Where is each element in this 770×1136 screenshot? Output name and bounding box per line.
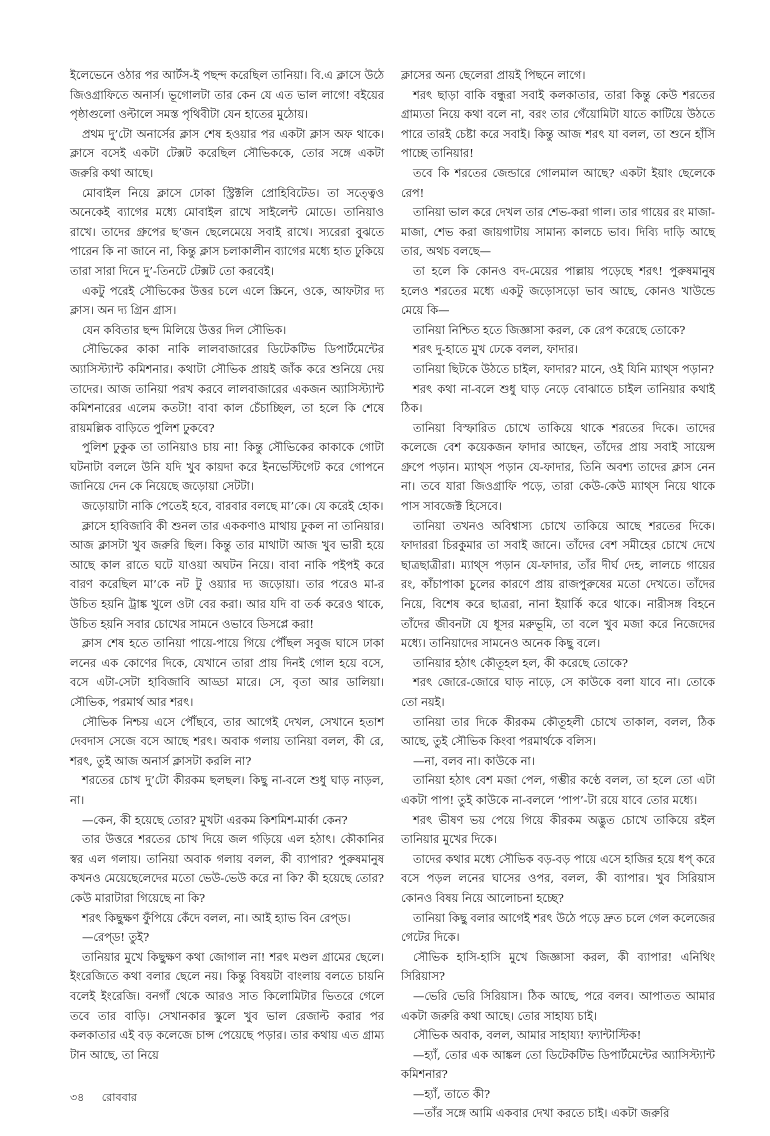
paragraph: —হ্যাঁ, তাতে কী? [413,1086,491,1101]
paragraph: —কেন, কী হয়েছে তোর? মুখটা এরকম কিশমিশ-মার্কা কেন? [82,812,348,827]
text-column-left [70,66,384,1076]
magazine-name: রোববার [101,1091,137,1104]
paragraph: তানিয়া বিস্ফারিত চোখে তাকিয়ে থাকে শরতের দিকে। তাদের কলেজে বেশ কয়েকজন ফাদার আছেন, তাঁদের প্রায় সবাই সায়েন্স গ্রুপে পড়ান। ম্যাথ্‌স পড়ান যে-ফাদার, তিনি অবশ্য তাদের ক্লাস নেন না। তবে যারা জিওগ্রাফি পড়ে, তারা কেউ-কেউ ম্যাথ্‌স নিয়ে থাকে পাস সাবজেক্ট হিসেবে। [401,420,715,514]
paragraph: শরৎ কথা না-বলে শুধু ঘাড় নেড়ে বোঝাতে চাইল তানিয়ার কথাই ঠিক। [401,381,715,416]
paragraph: সৌভিক হাসি-হাসি মুখে জিজ্ঞাসা করল, কী ব্যাপার! এনিথিং সিরিয়াস? [401,949,715,984]
page-footer [70,1089,137,1108]
paragraph: ক্লাসের অন্য ছেলেরা প্রায়ই পিছনে লাগে। [401,68,586,82]
paragraph: তাদের কথার মধ্যে সৌভিক বড়-বড় পায়ে এসে হাজির হয়ে ধপ্ করে বসে পড়ল লনের ঘাসের ওপর, বলল, কী ব্যাপার। খুব সিরিয়াস কোনও বিষয় নিয়ে আলোচনা হচ্ছে? [401,851,715,905]
paragraph: তানিয়া তখনও অবিশ্বাস্য চোখে তাকিয়ে আছে শরতের দিকে। ফাদাররা চিরকুমার তা সবাই জানে। তাঁদের বেশ সমীহের চোখে দেখে ছাত্রছাত্রীরা। ম্যাথ্‌স পড়ান যে-ফাদার, তাঁর দীর্ঘ দেহ, লালচে গায়ের রং, কাঁচাপাকা চুলের কারণে প্রায় রাজপুরুষের মতো দেখতে। তাঁদের নিয়ে, বিশেষ করে ছাত্ররা, নানা ইয়ার্কি করে থাকে। নারীসঙ্গ বিহনে তাঁদের জীবনটা যে ধূসর মরুভূমি, তা বলে খুব মজা করে নিজেদের মধ্যে। তানিয়াদের সামনেও অনেক কিছু বলে। [401,518,715,651]
paragraph: তানিয়া ছিটকে উঠতে চাইল, ফাদার? মানে, ওই যিনি ম্যাথ্‌স পড়ান? [413,361,714,376]
page-number: ৩৪ [70,1091,85,1104]
paragraph: শরতের চোখ দু’টো কীরকম ছলছল। কিছু না-বলে শুধু ঘাড় নাড়ল, না। [70,773,384,807]
paragraph: একটু পরেই সৌভিকের উত্তর চলে এলে স্ক্রিনে, ওকে, আফটার দ্য ক্লাস। অন দ্য গ্রিন গ্রাস। [70,283,384,318]
paragraph: মোবাইল নিয়ে ক্লাসে ঢোকা স্ট্রিক্টলি প্রোহিবিটেড। তা সত্ত্বেও অনেকেই ব্যাগের মধ্যে মোবাইল রাখে সাইলেন্ট মোডে। তানিয়াও রাখে। তাদের গ্রুপের ছ’জন ছেলেমেয়ে সবাই রাখে। স্যরেরা বুঝতে পারেন কি না জানে না, কিন্তু ক্লাস চলাকালীন ব্যাগের মধ্যে হাত ঢুকিয়ে তারা সারা দিনে দু’-তিনটে টেক্সট তো করবেই। [70,185,384,278]
paragraph: সৌভিক অবাক, বলল, আমার সাহায্য! ফ্যান্টাস্টিক! [413,1028,642,1043]
paragraph: —ভেরি ভেরি সিরিয়াস। ঠিক আছে, পরে বলব। আপাতত আমার একটা জরুরি কথা আছে। তোর সাহায্য চাই। [401,988,715,1023]
paragraph: —হ্যাঁ, তোর এক আঙ্কল তো ডিটেকটিভ ডিপার্টমেন্টের অ্যাসিস্ট্যান্ট কমিশনার? [401,1047,715,1082]
paragraph: —রেপ্‌ড! তুই? [82,930,150,945]
paragraph: তানিয়া নিশ্চিত হতে জিজ্ঞাসা করল, কে রেপ করেছে তোকে? [413,322,686,337]
paragraph: —না, বলব না। কাউকে না। [413,753,535,768]
paragraph: সৌভিকের কাকা নাকি লালবাজারের ডিটেকটিভ ডিপার্টমেন্টের অ্যাসিস্ট্যান্ট কমিশনার। কথাটা সৌভিক প্রায়ই জাঁক করে শুনিয়ে দেয় তাদের। আজ তানিয়া পরখ করবে লালবাজারের একজন অ্যাসিস্ট্যান্ট কমিশনারের এলেম কতটা! বাবা কাল চেঁচাচ্ছিল, তা হলে কি শেষে রায়মল্লিক বাড়িতে পুলিশ ঢুকবে? [70,342,384,435]
paragraph: তানিয়া ভাল করে দেখল তার শেভ-করা গাল। তার গায়ের রং মাজা-মাজা, শেভ করা জায়গাটায় সামান্য কালচে ভাব। দিব্যি দাড়ি আছে তার, অথচ বলছে— [401,205,715,259]
paragraph: জড়োয়াটা নাকি পেতেই হবে, বারবার বলছে মা’কে। যে করেই হোক। [82,499,384,514]
paragraph: ক্লাসে হাবিজাবি কী শুনল তার এককণাও মাথায় ঢুকল না তানিয়ার। আজ ক্লাসটা খুব জরুরি ছিল। কিন্তু তার মাথাটা আজ খুব ভারী হয়ে আছে কাল রাতে ঘটে যাওয়া অঘটন নিয়ে। বাবা নাকি পইপই করে বারণ করেছিল মা’কে নট টু ওয়্যার দ্য জড়োয়া। তার পরেও মা-র উচিত হয়নি ট্রাঙ্ক খুলে ওটা বের করা। আর যদি বা তর্ক করেও থাকে, উচিত হয়নি সবার চোখের সামনে ওভাবে ডিসপ্লে করা! [70,518,384,631]
paragraph: তানিয়ার মুখে কিছুক্ষণ কথা জোগাল না! শরৎ মণ্ডল গ্রামের ছেলে। ইংরেজিতে কথা বলার ছেলে নয়। কিন্তু বিষয়টা বাংলায় বলতে চায়নি বলেই ইংরেজি। বনগাঁ থেকে আরও সাত কিলোমিটার ভিতরে গেলে তবে তার বাড়ি। সেখানকার স্কুলে খুব ভাল রেজাল্ট করার পর কলকাতার এই বড় কলেজে চান্স পেয়েছে পড়ার। তার কথায় এত গ্রাম্য টান আছে, তা নিয়ে [70,949,384,1062]
paragraph: তানিয়া তার দিকে কীরকম কৌতূহলী চোখে তাকাল, বলল, ঠিক আছে, তুই সৌভিক কিংবা পরমার্থকে বলিস। [401,714,715,749]
text-column-right [401,66,715,1121]
paragraph: তবে কি শরতের জেন্ডারে গোলমাল আছে? একটা ইয়াং ছেলেকে রেপ! [401,165,715,200]
paragraph: ক্লাস শেষ হতে তানিয়া পায়ে-পায়ে গিয়ে পৌঁছল সবুজ ঘাসে ঢাকা লনের এক কোণের দিকে, যেখানে তারা প্রায় দিনই গোল হয়ে বসে, বসে এটা-সেটা হাবিজাবি আড্ডা মারে। সে, বৃতা আর ডালিয়া। সৌভিক, পরমার্থ আর শরৎ। [70,636,384,709]
paragraph: তার উত্তরে শরতের চোখ দিয়ে জল গড়িয়ে এল হঠাৎ। কৌকানির স্বর এল গলায়। তানিয়া অবাক গলায় বলল, কী ব্যাপার? পুরুষমানুষ কখনও মেয়েছেলেদের মতো ভেউ-ভেউ করে না কি? কী হয়েছে তোর? কেউ মারাটারা গিয়েছে না কি? [70,832,384,905]
paragraph: তানিয়ার হঠাৎ কৌতূহল হল, কী করেছে তোকে? [413,655,628,670]
paragraph: শরৎ ভীষণ ভয় পেয়ে গিয়ে কীরকম অদ্ভুত চোখে তাকিয়ে রইল তানিয়ার মুখের দিকে। [401,812,715,847]
paragraph: তা হলে কি কোনও বদ-মেয়ের পাল্লায় পড়েছে শরৎ! পুরুষমানুষ হলেও শরতের মধ্যে একটু জড়োসড়ো ভাব আছে, কোনও খাউন্ডে মেয়ে কি— [401,263,715,318]
paragraph: তানিয়া হঠাৎ বেশ মজা পেল, গম্ভীর কণ্ঠে বলল, তা হলে তো এটা একটা পাপ! তুই কাউকে না-বললে ‘পাপ’-টা রয়ে যাবে তোর মধ্যে। [401,773,715,807]
paragraph: যেন কবিতার ছন্দ মিলিয়ে উত্তর দিল সৌভিক। [82,322,287,337]
paragraph: সৌভিক নিশ্চয় এসে পৌঁছবে, তার আগেই দেখল, সেখানে হতাশ দেবদাস সেজে বসে আছে শরৎ। অবাক গলায় তানিয়া বলল, কী রে, শরৎ, তুই আজ অনার্স ক্লাসটা করলি না? [70,714,384,768]
paragraph: পুলিশ ঢুকুক তা তানিয়াও চায় না! কিন্তু সৌভিকের কাকাকে গোটা ঘটনাটা বললে উনি যদি খুব কায়দা করে ইনভেস্টিগেট করে গোপনে জানিয়ে দেন কে নিয়েছে জড়োয়া সেটটা। [70,440,384,494]
paragraph: শরৎ কিছুক্ষণ ফুঁপিয়ে কেঁদে বলল, না। আই হ্যাভ বিন রেপ্‌ড। [82,910,351,925]
paragraph: শরৎ দু-হাতে মুখ ঢেকে বলল, ফাদার। [413,342,579,357]
paragraph: প্রথম দু’টো অনার্সের ক্লাস শেষ হওয়ার পর একটা ক্লাস অফ থাকে। ক্লাসে বসেই একটা টেক্সট করেছিল সৌভিককে, তোর সঙ্গে একটা জরুরি কথা আছে। [70,126,384,180]
paragraph: তানিয়া কিছু বলার আগেই শরৎ উঠে পড়ে দ্রুত চলে গেল কলেজের গেটের দিকে। [401,910,715,945]
paragraph: শরৎ ছাড়া বাকি বন্ধুরা সবাই কলকাতার, তারা কিন্তু কেউ শরতের গ্রাম্যতা নিয়ে কথা বলে না, বরং তার গেঁয়োমিটা যাতে কাটিয়ে উঠতে পারে তারই চেষ্টা করে সবাই। কিন্তু আজ শরৎ যা বলল, তা শুনে হাঁসি পাচ্ছে তানিয়ার! [401,87,715,161]
paragraph: —তাঁর সঙ্গে আমি একবার দেখা করতে চাই। একটা জরুরি [413,1106,670,1121]
paragraph: ইলেভেনে ওঠার পর আর্টস-ই পছন্দ করেছিল তানিয়া। বি.এ ক্লাসে উঠে জিওগ্রাফিতে অনার্স। ভূগোলটা তার কেন যে এত ভাল লাগে! বইয়ের পৃষ্ঠাগুলো ওল্টালে সমস্ত পৃথিবীটা যেন হাতের মুঠোয়। [70,68,384,122]
paragraph: শরৎ জোরে-জোরে ঘাড় নাড়ে, সে কাউকে বলা যাবে না। তোকে তো নয়ই। [401,675,715,709]
